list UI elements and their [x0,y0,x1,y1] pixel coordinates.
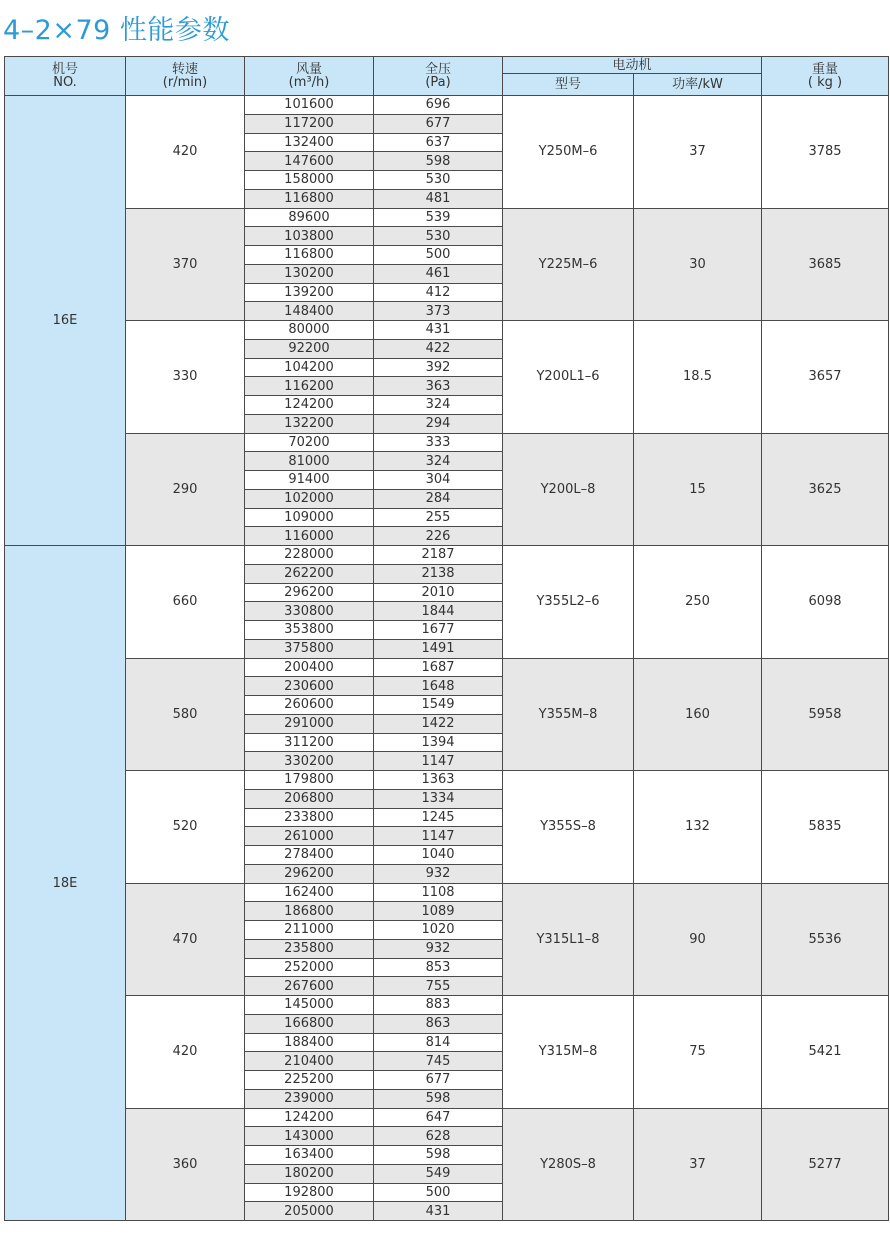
airflow-cell: 235800 [245,939,374,958]
pressure-cell: 500 [374,1183,503,1202]
airflow-cell: 130200 [245,264,374,283]
pressure-cell: 853 [374,958,503,977]
airflow-cell: 233800 [245,808,374,827]
airflow-cell: 104200 [245,358,374,377]
pressure-cell: 1677 [374,621,503,640]
motor-model-cell: Y200L1–6 [503,321,634,434]
pressure-cell: 745 [374,1052,503,1071]
weight-cell: 5421 [762,996,889,1109]
pressure-cell: 461 [374,264,503,283]
airflow-cell: 80000 [245,321,374,340]
airflow-cell: 162400 [245,883,374,902]
page-title: 4–2×79 性能参数 [3,15,230,46]
airflow-cell: 102000 [245,489,374,508]
table-row [5,996,889,1015]
machine-no-cell: 16E [5,96,126,546]
pressure-cell: 1020 [374,921,503,940]
motor-power-cell: 18.5 [634,321,762,434]
pressure-cell: 1394 [374,733,503,752]
header-motor-model: 型号 [503,74,634,96]
pressure-cell: 598 [374,1089,503,1108]
pressure-cell: 530 [374,227,503,246]
table-body [5,96,889,1221]
weight-cell: 6098 [762,546,889,659]
table-row [5,883,889,902]
airflow-cell: 252000 [245,958,374,977]
pressure-cell: 530 [374,171,503,190]
airflow-cell: 166800 [245,1014,374,1033]
pressure-cell: 481 [374,189,503,208]
motor-power-cell: 250 [634,546,762,659]
weight-cell: 3625 [762,433,889,546]
pressure-cell: 1491 [374,639,503,658]
motor-power-cell: 132 [634,771,762,884]
pressure-cell: 431 [374,321,503,340]
motor-model-cell: Y355L2–6 [503,546,634,659]
weight-cell: 5958 [762,658,889,771]
pressure-cell: 1363 [374,771,503,790]
airflow-cell: 210400 [245,1052,374,1071]
pressure-cell: 1108 [374,883,503,902]
motor-model-cell: Y315L1–8 [503,883,634,996]
pressure-cell: 1245 [374,808,503,827]
airflow-cell: 163400 [245,1146,374,1165]
airflow-cell: 116000 [245,527,374,546]
pressure-cell: 500 [374,246,503,265]
airflow-cell: 375800 [245,639,374,658]
pressure-cell: 598 [374,1146,503,1165]
pressure-cell: 1147 [374,827,503,846]
speed-cell: 370 [126,208,245,321]
airflow-cell: 205000 [245,1202,374,1221]
airflow-cell: 296200 [245,583,374,602]
speed-cell: 580 [126,658,245,771]
airflow-cell: 124200 [245,396,374,415]
pressure-cell: 324 [374,396,503,415]
motor-model-cell: Y250M–6 [503,96,634,209]
table-row [5,658,889,677]
table-row [5,96,889,115]
pressure-cell: 863 [374,1014,503,1033]
motor-model-cell: Y355S–8 [503,771,634,884]
motor-power-cell: 75 [634,996,762,1109]
airflow-cell: 200400 [245,658,374,677]
pressure-cell: 1422 [374,714,503,733]
speed-cell: 330 [126,321,245,434]
airflow-cell: 145000 [245,996,374,1015]
pressure-cell: 363 [374,377,503,396]
airflow-cell: 148400 [245,302,374,321]
speed-cell: 660 [126,546,245,659]
table-row [5,321,889,340]
speed-cell: 360 [126,1108,245,1221]
pressure-cell: 647 [374,1108,503,1127]
table-header [5,57,889,96]
pressure-cell: 932 [374,864,503,883]
header-airflow: 风量 (m³/h) [245,57,374,96]
pressure-cell: 598 [374,152,503,171]
speed-cell: 420 [126,96,245,209]
motor-power-cell: 160 [634,658,762,771]
pressure-cell: 1648 [374,677,503,696]
airflow-cell: 116800 [245,189,374,208]
table-row [5,1108,889,1127]
pressure-cell: 677 [374,114,503,133]
airflow-cell: 132200 [245,414,374,433]
pressure-cell: 2138 [374,564,503,583]
airflow-cell: 225200 [245,1071,374,1090]
airflow-cell: 116200 [245,377,374,396]
speed-cell: 290 [126,433,245,546]
motor-power-cell: 15 [634,433,762,546]
motor-power-cell: 90 [634,883,762,996]
table-row [5,433,889,452]
performance-table [4,56,889,1221]
header-motor: 电动机 [503,57,762,74]
header-motor-power: 功率/kW [634,74,762,96]
airflow-cell: 89600 [245,208,374,227]
motor-power-cell: 37 [634,96,762,209]
pressure-cell: 696 [374,96,503,115]
airflow-cell: 188400 [245,1033,374,1052]
airflow-cell: 228000 [245,546,374,565]
airflow-cell: 296200 [245,864,374,883]
airflow-cell: 353800 [245,621,374,640]
airflow-cell: 179800 [245,771,374,790]
pressure-cell: 294 [374,414,503,433]
table-row [5,771,889,790]
pressure-cell: 628 [374,1127,503,1146]
motor-model-cell: Y280S–8 [503,1108,634,1221]
speed-cell: 420 [126,996,245,1109]
airflow-cell: 330200 [245,752,374,771]
pressure-cell: 422 [374,339,503,358]
pressure-cell: 1844 [374,602,503,621]
machine-no-cell: 18E [5,546,126,1221]
pressure-cell: 883 [374,996,503,1015]
airflow-cell: 192800 [245,1183,374,1202]
pressure-cell: 324 [374,452,503,471]
airflow-cell: 278400 [245,846,374,865]
airflow-cell: 186800 [245,902,374,921]
header-weight: 重量 ( kg ) [762,57,889,96]
pressure-cell: 539 [374,208,503,227]
motor-model-cell: Y200L–8 [503,433,634,546]
airflow-cell: 211000 [245,921,374,940]
pressure-cell: 2010 [374,583,503,602]
weight-cell: 3657 [762,321,889,434]
speed-cell: 470 [126,883,245,996]
pressure-cell: 392 [374,358,503,377]
pressure-cell: 304 [374,471,503,490]
pressure-cell: 814 [374,1033,503,1052]
motor-power-cell: 37 [634,1108,762,1221]
airflow-cell: 117200 [245,114,374,133]
pressure-cell: 1687 [374,658,503,677]
pressure-cell: 284 [374,489,503,508]
airflow-cell: 109000 [245,508,374,527]
weight-cell: 5835 [762,771,889,884]
pressure-cell: 373 [374,302,503,321]
airflow-cell: 330800 [245,602,374,621]
pressure-cell: 637 [374,133,503,152]
pressure-cell: 1089 [374,902,503,921]
airflow-cell: 267600 [245,977,374,996]
airflow-cell: 262200 [245,564,374,583]
airflow-cell: 124200 [245,1108,374,1127]
airflow-cell: 116800 [245,246,374,265]
speed-cell: 520 [126,771,245,884]
weight-cell: 5536 [762,883,889,996]
airflow-cell: 91400 [245,471,374,490]
table-row [5,546,889,565]
airflow-cell: 261000 [245,827,374,846]
pressure-cell: 431 [374,1202,503,1221]
airflow-cell: 101600 [245,96,374,115]
airflow-cell: 291000 [245,714,374,733]
pressure-cell: 255 [374,508,503,527]
airflow-cell: 139200 [245,283,374,302]
weight-cell: 3785 [762,96,889,209]
airflow-cell: 206800 [245,789,374,808]
pressure-cell: 226 [374,527,503,546]
motor-model-cell: Y315M–8 [503,996,634,1109]
pressure-cell: 1549 [374,696,503,715]
pressure-cell: 333 [374,433,503,452]
motor-model-cell: Y225M–6 [503,208,634,321]
airflow-cell: 230600 [245,677,374,696]
airflow-cell: 70200 [245,433,374,452]
airflow-cell: 147600 [245,152,374,171]
airflow-cell: 158000 [245,171,374,190]
airflow-cell: 180200 [245,1164,374,1183]
airflow-cell: 143000 [245,1127,374,1146]
airflow-cell: 103800 [245,227,374,246]
airflow-cell: 132400 [245,133,374,152]
pressure-cell: 755 [374,977,503,996]
airflow-cell: 260600 [245,696,374,715]
pressure-cell: 2187 [374,546,503,565]
airflow-cell: 92200 [245,339,374,358]
header-machine-no: 机号 NO. [5,57,126,96]
motor-power-cell: 30 [634,208,762,321]
airflow-cell: 239000 [245,1089,374,1108]
header-pressure: 全压 (Pa) [374,57,503,96]
weight-cell: 5277 [762,1108,889,1221]
airflow-cell: 81000 [245,452,374,471]
header-speed: 转速 (r/min) [126,57,245,96]
pressure-cell: 677 [374,1071,503,1090]
motor-model-cell: Y355M–8 [503,658,634,771]
pressure-cell: 1334 [374,789,503,808]
weight-cell: 3685 [762,208,889,321]
pressure-cell: 1040 [374,846,503,865]
pressure-cell: 412 [374,283,503,302]
pressure-cell: 1147 [374,752,503,771]
table-row [5,208,889,227]
pressure-cell: 549 [374,1164,503,1183]
pressure-cell: 932 [374,939,503,958]
airflow-cell: 311200 [245,733,374,752]
